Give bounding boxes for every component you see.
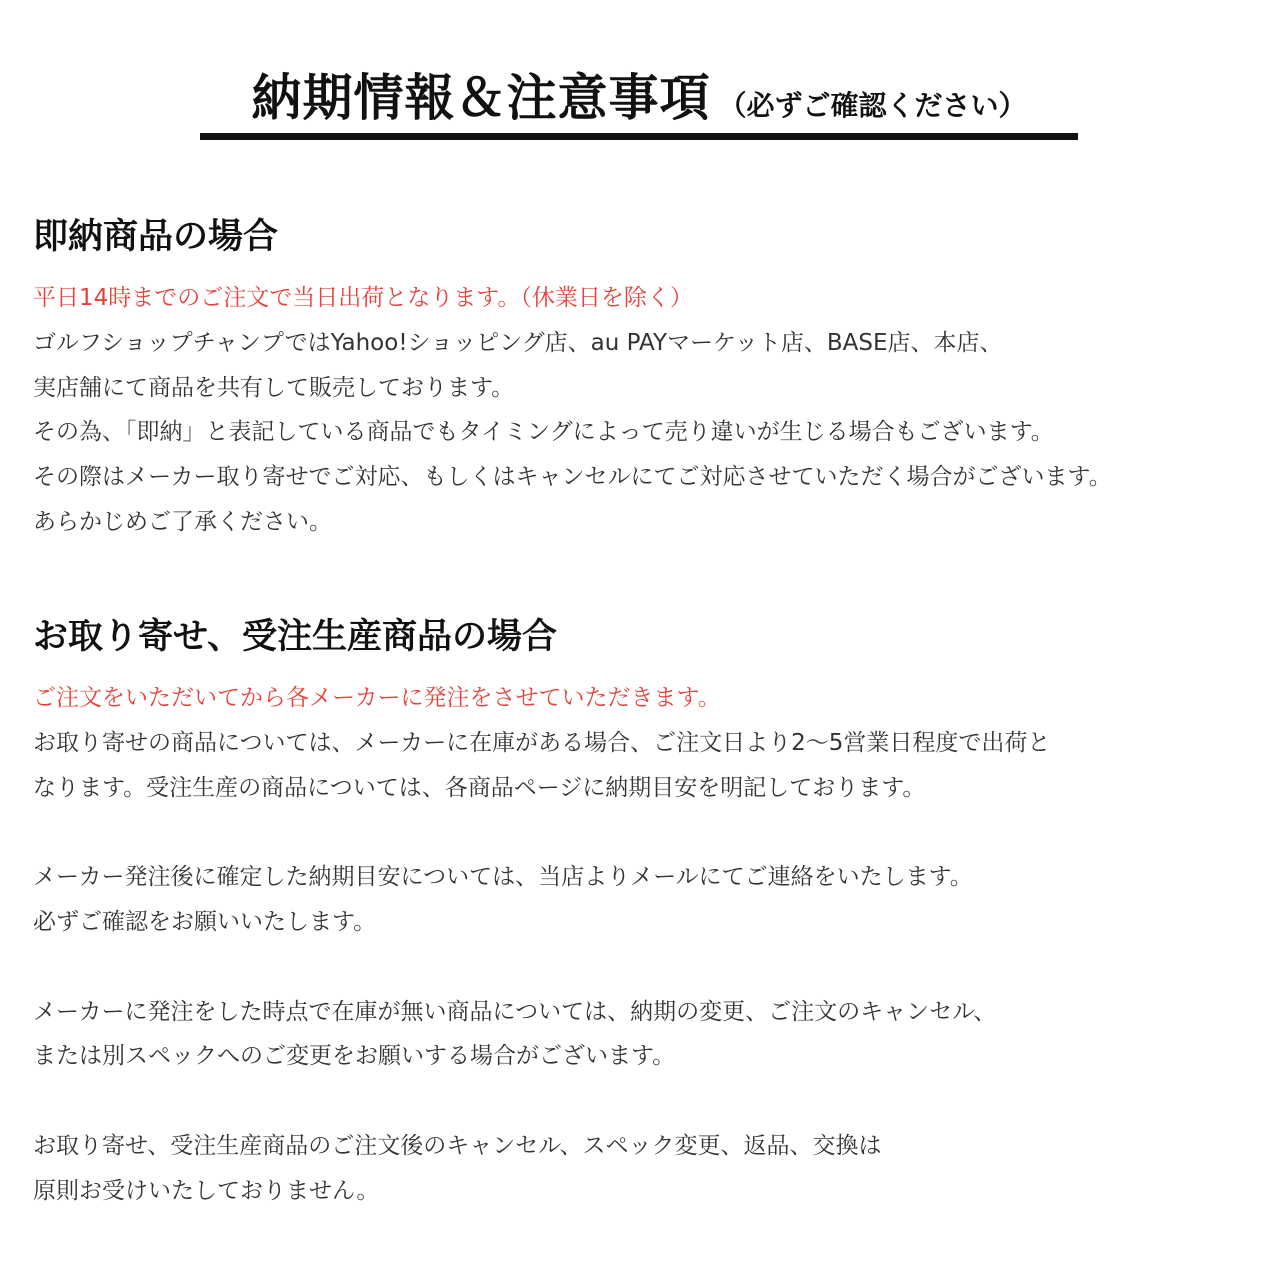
body-line: 実店舗にて商品を共有して販売しております。 xyxy=(33,374,515,401)
section-highlight: ご注文をいただいてから各メーカーに発注をさせていただきます。 xyxy=(33,685,721,711)
body-line: ゴルフショップチャンプではYahoo!ショッピング店、au PAYマーケット店、BASE店、本店、 xyxy=(33,329,1003,356)
section-heading: お取り寄せ、受注生産商品の場合 xyxy=(33,617,557,657)
body-line: メーカー発注後に確定した納期目安については、当店よりメールにてご連絡をいたします。 xyxy=(33,864,973,891)
body-line: または別スペックへのご変更をお願いする場合がございます。 xyxy=(33,1043,676,1070)
body-line: お取り寄せ、受注生産商品のご注文後のキャンセル、スペック変更、返品、交換は xyxy=(33,1132,882,1159)
section-highlight: 平日14時までのご注文で当日出荷となります。（休業日を除く） xyxy=(33,285,693,311)
paragraph-gap xyxy=(33,810,1263,855)
body-line: 原則お受けいたしておりません。 xyxy=(33,1177,380,1204)
section-backorder xyxy=(33,612,1263,1214)
page-title-main: 納期情報＆注意事項 xyxy=(251,69,711,127)
paragraph-gap xyxy=(33,945,1263,990)
page-title-subtitle: （必ずご確認ください） xyxy=(718,89,1027,122)
body-line: その為、「即納」と表記している商品でもタイミングによって売り違いが生じる場合もございます。 xyxy=(33,419,1054,446)
title-underline xyxy=(200,133,1078,140)
body-line: メーカーに発注をした時点で在庫が無い商品については、納期の変更、ご注文のキャンセル、 xyxy=(33,998,997,1025)
body-line: お取り寄せの商品については、メーカーに在庫がある場合、ご注文日より2〜5営業日程度で出荷と xyxy=(33,729,1051,756)
section-heading: 即納商品の場合 xyxy=(33,217,279,257)
section-in-stock xyxy=(33,212,1263,545)
body-line: その際はメーカー取り寄せでご対応、もしくはキャンセルにてご対応させていただく場合がございます。 xyxy=(33,464,1112,491)
body-line: あらかじめご了承ください。 xyxy=(33,508,332,535)
body-line: 必ずご確認をお願いいたします。 xyxy=(33,908,377,935)
paragraph-gap xyxy=(33,1079,1263,1124)
page-title xyxy=(200,58,1078,130)
body-line: なります。受注生産の商品については、各商品ページに納期目安を明記しております。 xyxy=(33,774,926,801)
